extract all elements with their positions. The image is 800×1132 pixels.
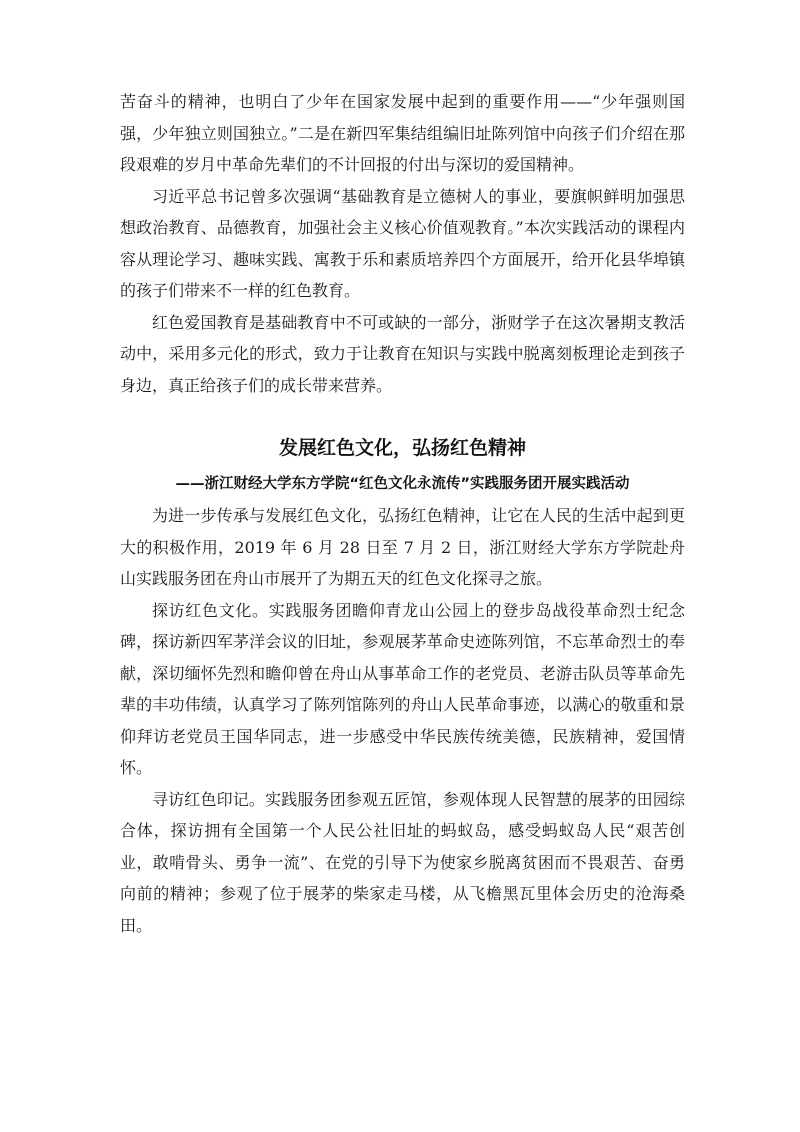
body-paragraph: 探访红色文化。实践服务团瞻仰青龙山公园上的登步岛战役革命烈士纪念碑，探访新四军茅洋会议的旧址，参观展茅革命史迹陈列馆，不忘革命烈士的奉献，深切缅怀先烈和瞻仰曾在舟山从事革命工作的老党员、老游击队员等革命先辈的丰功伟绩，认真学习了陈列馆陈列的舟山人民革命事迹，以满心的敬重和景仰拜访老党员王国华同志，进一步感受中华民族传统美德，民族精神，爱国情怀。 [120,600,685,777]
body-paragraph: 红色爱国教育是基础教育中不可或缺的一部分，浙财学子在这次暑期支教活动中，采用多元化的形式，致力于让教育在知识与实践中脱离刻板理论走到孩子身边，真正给孩子们的成长带来营养。 [120,312,685,395]
article-title: 发展红色文化，弘扬红色精神 [278,437,526,459]
body-paragraph: 习近平总书记曾多次强调“基础教育是立德树人的事业，要旗帜鲜明加强思想政治教育、品德教育，加强社会主义核心价值观教育。”本次实践活动的课程内容从理论学习、趣味实践、寓教于乐和素质培养四个方面展开，给开化县华埠镇的孩子们带来不一样的红色教育。 [120,186,685,300]
body-paragraph: 寻访红色印记。实践服务团参观五匠馆，参观体现人民智慧的展茅的田园综合体，探访拥有全国第一个人民公社旧址的蚂蚁岛，感受蚂蚁岛人民“艰苦创业，敢啃骨头、勇争一流”、在党的引导下为使家乡脱离贫困而不畏艰苦、奋勇向前的精神；参观了位于展茅的柴家走马楼，从飞檐黑瓦里体会历史的沧海桑田。 [120,789,685,935]
article-continuation [120,86,685,401]
article-subtitle: ——浙江财经大学东方学院“红色文化永流传”实践服务团开展实践活动 [175,476,630,492]
body-paragraph: 苦奋斗的精神，也明白了少年在国家发展中起到的重要作用——“少年强则国强，少年独立则国独立。”二是在新四军集结组编旧址陈列馆中向孩子们介绍在那段艰难的岁月中革命先辈们的不计回报的付出与深切的爱国精神。 [120,92,685,174]
body-paragraph: 为进一步传承与发展红色文化，弘扬红色精神，让它在人民的生活中起到更大的积极作用，2019 年 6 月 28 日至 7 月 2 日，浙江财经大学东方学院赴舟山实践服务团在舟山市展开了为期五天的红色文化探寻之旅。 [120,506,685,588]
article-red-culture [120,432,685,941]
document-page [120,86,685,941]
